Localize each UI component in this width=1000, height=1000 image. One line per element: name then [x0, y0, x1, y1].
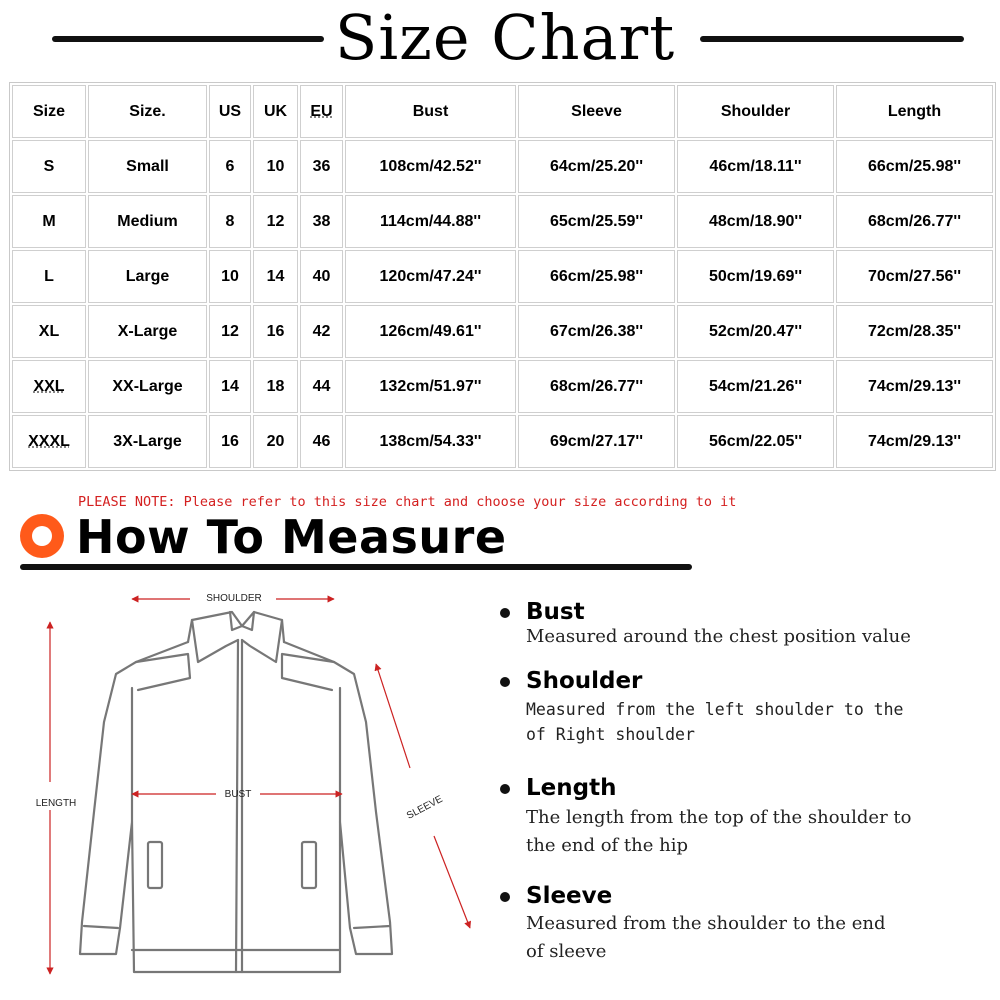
table-cell: 3X-Large	[88, 415, 207, 468]
table-row	[12, 305, 993, 358]
definition-desc: Measured around the chest position value	[526, 626, 911, 647]
title-rule-left	[52, 36, 324, 42]
header-cell: US	[209, 85, 251, 138]
table-cell: 54cm/21.26''	[677, 360, 834, 413]
table-cell: 14	[253, 250, 298, 303]
table-cell: 20	[253, 415, 298, 468]
jacket-diagram	[20, 582, 490, 992]
sleeve-arrow-up	[376, 664, 410, 768]
table-cell: 56cm/22.05''	[677, 415, 834, 468]
bullet-icon	[500, 784, 510, 794]
sleeve-label: SLEEVE	[405, 793, 445, 822]
table-cell: 48cm/18.90''	[677, 195, 834, 248]
table-cell: 68cm/26.77''	[836, 195, 993, 248]
table-cell: 67cm/26.38''	[518, 305, 675, 358]
header-cell: Bust	[345, 85, 516, 138]
table-cell: 66cm/25.98''	[518, 250, 675, 303]
table-cell: Medium	[88, 195, 207, 248]
table-cell: XXL	[12, 360, 86, 413]
table-cell: 50cm/19.69''	[677, 250, 834, 303]
definition-desc: of Right shoulder	[526, 725, 695, 744]
table-row	[12, 360, 993, 413]
target-circle-icon	[20, 514, 64, 558]
shoulder-label: SHOULDER	[206, 593, 262, 604]
header-cell: EU	[300, 85, 343, 138]
title-rule-right	[700, 36, 964, 42]
bullet-icon	[500, 677, 510, 687]
table-cell: 138cm/54.33''	[345, 415, 516, 468]
header-cell: Size	[12, 85, 86, 138]
length-label: LENGTH	[35, 798, 77, 809]
table-cell: 36	[300, 140, 343, 193]
table-cell: 12	[253, 195, 298, 248]
table-cell: 16	[253, 305, 298, 358]
header-cell: Length	[836, 85, 993, 138]
table-row	[12, 140, 993, 193]
table-cell: 74cm/29.13''	[836, 360, 993, 413]
how-to-measure-rule	[20, 564, 692, 570]
table-cell: 120cm/47.24''	[345, 250, 516, 303]
title-bar	[0, 0, 1000, 80]
table-cell: 38	[300, 195, 343, 248]
table-cell: 64cm/25.20''	[518, 140, 675, 193]
header-cell: Sleeve	[518, 85, 675, 138]
header-cell: UK	[253, 85, 298, 138]
definition-term: Length	[526, 775, 617, 801]
table-cell: 10	[209, 250, 251, 303]
definition-term: Bust	[526, 599, 585, 625]
bust-label: BUST	[224, 789, 252, 800]
table-cell: 74cm/29.13''	[836, 415, 993, 468]
bullet-icon	[500, 608, 510, 618]
table-cell: 70cm/27.56''	[836, 250, 993, 303]
table-cell: 69cm/27.17''	[518, 415, 675, 468]
definition-term: Sleeve	[526, 883, 613, 909]
definition-term: Shoulder	[526, 668, 643, 694]
header-cell: Shoulder	[677, 85, 834, 138]
table-cell: 14	[209, 360, 251, 413]
definition-desc: Measured from the shoulder to the end	[526, 913, 886, 934]
table-cell: 16	[209, 415, 251, 468]
table-cell: 108cm/42.52''	[345, 140, 516, 193]
size-note: PLEASE NOTE: Please refer to this size chart and choose your size according to it	[78, 494, 737, 510]
table-cell: 65cm/25.59''	[518, 195, 675, 248]
table-cell: XXXL	[12, 415, 86, 468]
definition-desc: Measured from the left shoulder to the	[526, 700, 904, 719]
definition-desc: the end of the hip	[526, 835, 688, 856]
size-table	[9, 82, 996, 471]
table-cell: Large	[88, 250, 207, 303]
table-header-row	[12, 85, 993, 138]
table-cell: 44	[300, 360, 343, 413]
table-row	[12, 250, 993, 303]
table-row	[12, 195, 993, 248]
table-cell: 42	[300, 305, 343, 358]
how-to-measure-title: How To Measure	[76, 510, 507, 564]
table-cell: XX-Large	[88, 360, 207, 413]
header-cell: Size.	[88, 85, 207, 138]
table-cell: XL	[12, 305, 86, 358]
table-cell: 114cm/44.88''	[345, 195, 516, 248]
sleeve-arrow-down	[434, 836, 470, 928]
table-cell: 126cm/49.61''	[345, 305, 516, 358]
table-cell: 6	[209, 140, 251, 193]
table-cell: X-Large	[88, 305, 207, 358]
table-cell: M	[12, 195, 86, 248]
definition-desc: of sleeve	[526, 941, 607, 962]
bullet-icon	[500, 892, 510, 902]
definition-desc: The length from the top of the shoulder to	[526, 807, 912, 828]
table-cell: 132cm/51.97''	[345, 360, 516, 413]
table-cell: 10	[253, 140, 298, 193]
table-cell: 66cm/25.98''	[836, 140, 993, 193]
page-title: Size Chart	[334, 1, 676, 74]
table-cell: Small	[88, 140, 207, 193]
table-cell: 52cm/20.47''	[677, 305, 834, 358]
table-cell: 46	[300, 415, 343, 468]
table-cell: L	[12, 250, 86, 303]
table-cell: S	[12, 140, 86, 193]
table-cell: 46cm/18.11''	[677, 140, 834, 193]
table-cell: 18	[253, 360, 298, 413]
table-cell: 68cm/26.77''	[518, 360, 675, 413]
table-cell: 72cm/28.35''	[836, 305, 993, 358]
table-cell: 8	[209, 195, 251, 248]
table-row	[12, 415, 993, 468]
table-cell: 12	[209, 305, 251, 358]
table-cell: 40	[300, 250, 343, 303]
